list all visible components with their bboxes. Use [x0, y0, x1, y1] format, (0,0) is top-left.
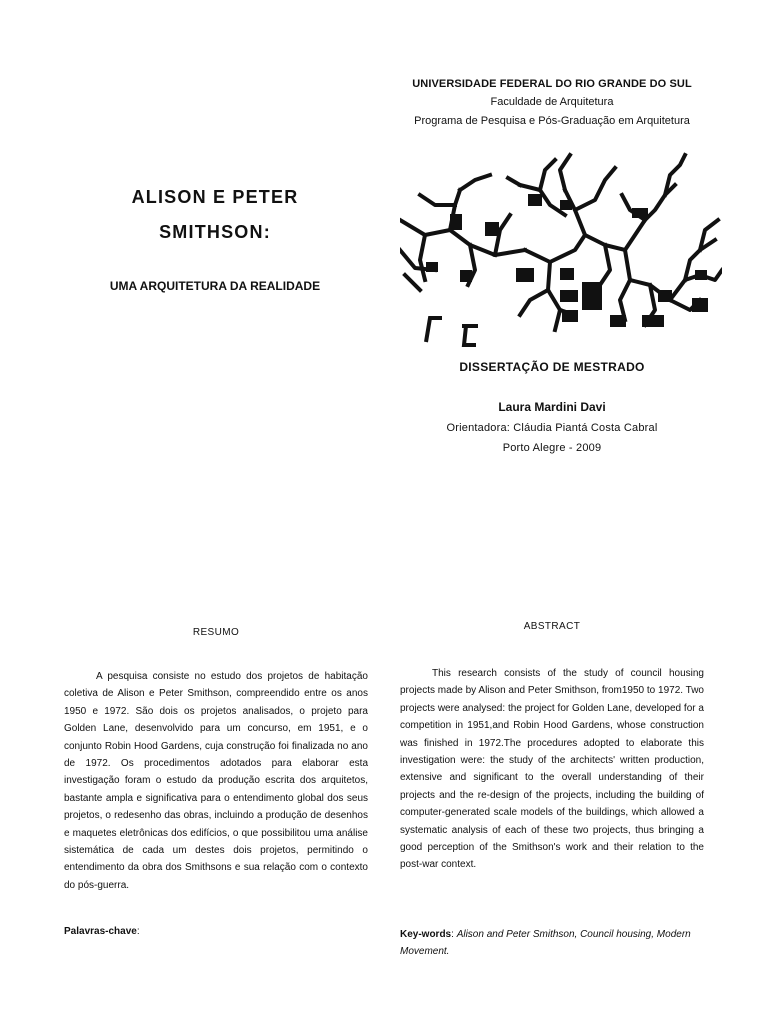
- resumo-paragraph: [64, 668, 368, 894]
- university-name: UNIVERSIDADE FEDERAL DO RIO GRANDE DO SUL: [412, 78, 692, 90]
- palavras-chave-separator: :: [136, 926, 140, 937]
- key-words-label: Key-words: [400, 929, 452, 940]
- key-words-separator: :: [451, 929, 457, 940]
- resumo-text: A pesquisa consiste no estudo dos projetos de habitação coletiva de Alison e Peter Smithson, compreendido entre os anos 1950 e 1972. São dois os projetos analisados, o projeto para Golden Lane, desenvolvido para um concurso, em 1951, e o conjunto Robin Hood Gardens, cuja construção foi finalizada no ano de 1972. Os procedimentos adotados para elaborar esta investigação foram o estudo da produção escrita dos arquitetos, bastante ampla e significativa para o entendimento global dos seus projetos, o redesenho das obras, incluindo a produção de desenhos e maquetes eletrônicas dos edifícios, o que possibilitou uma análise sistemática de cada um destes dois projetos, permitindo o entendimento da obra dos Smithsons e sua relação com o contexto do pós-guerra.: [64, 671, 368, 891]
- key-words: [400, 926, 704, 960]
- title-line-1: ALISON E PETER: [131, 187, 299, 207]
- palavras-chave-label: Palavras-chave: [64, 926, 137, 937]
- advisor-name: Orientadora: Cláudia Piantá Costa Cabral: [446, 422, 658, 434]
- resumo-heading: RESUMO: [192, 627, 240, 638]
- program-name: Programa de Pesquisa e Pós-Graduação em Arquitetura: [414, 115, 690, 127]
- place-year: Porto Alegre - 2009: [502, 442, 602, 454]
- abstract-paragraph: [400, 665, 704, 874]
- document-subtitle: UMA ARQUITETURA DA REALIDADE: [109, 279, 321, 293]
- faculty-name: Faculdade de Arquitetura: [490, 96, 614, 108]
- palavras-chave: [64, 926, 140, 937]
- cluster-diagram-illustration: [400, 150, 722, 350]
- abstract-text: This research consists of the study of council housing projects made by Alison and Peter Smithson, from1950 to 1972. Two projects were analysed: the project for Golden Lane, developed for a competition in 1951,and Robin Hood Gardens, whose construction was finished in 1972.The procedures adopted to elaborate this investigation were: the study of the architects' written production, extensive and significant to the overall understanding of their projects and the re-design of the projects, including the building of computer-generated scale models of the buildings, which allowed a systematic analysis of each of these two projects, thus bringing a good perception of the Smithson's work and their relation to the post-war context.: [400, 668, 704, 871]
- key-words-values: Alison and Peter Smithson, Council housing, Modern Movement.: [400, 929, 691, 957]
- title-line-2: SMITHSON:: [159, 222, 271, 242]
- author-name: Laura Mardini Davi: [498, 400, 606, 414]
- document-title: [88, 180, 342, 250]
- degree-label: DISSERTAÇÃO DE MESTRADO: [459, 360, 645, 374]
- abstract-heading: ABSTRACT: [523, 621, 581, 632]
